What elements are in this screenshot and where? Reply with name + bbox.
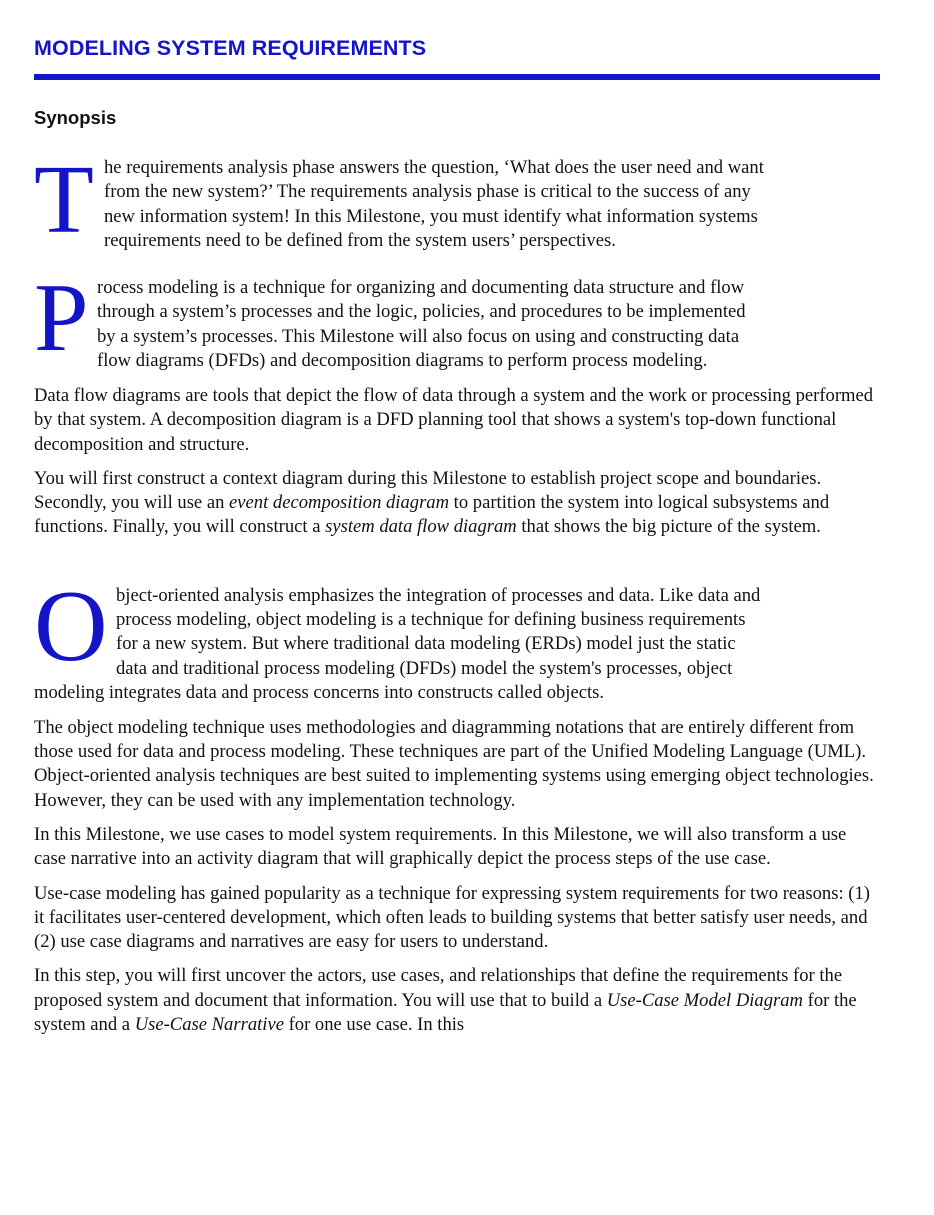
text-line: from the new system?’ The requirements analysis phase is critical to the success of any bbox=[104, 181, 751, 203]
document-title: MODELING SYSTEM REQUIREMENTS bbox=[34, 36, 427, 60]
dropcap-o: O bbox=[34, 569, 108, 683]
dropcap-t: T bbox=[34, 146, 94, 254]
dropcap-p: P bbox=[34, 264, 89, 372]
text-line: flow diagrams (DFDs) and decomposition diagrams to perform process modeling. bbox=[97, 349, 708, 371]
paragraph-use-cases: In this Milestone, we use cases to model system requirements. In this Milestone, we will also transform a use case narrative into an activity diagram that will graphically depict the process steps of the use case. bbox=[34, 823, 847, 870]
synopsis-heading: Synopsis bbox=[34, 107, 117, 128]
text-line: he requirements analysis phase answers the question, ‘What does the user need and want bbox=[104, 157, 764, 178]
paragraph-object-oriented-analysis bbox=[34, 569, 880, 706]
text-line: bject-oriented analysis emphasizes the integration of processes and data. Like data and bbox=[116, 584, 761, 606]
text-line: rocess modeling is a technique for organizing and documenting data structure and flow bbox=[97, 277, 745, 298]
paragraph-this-step: In this step, you will first uncover the actors, use cases, and relationships that define the requirements for the proposed system and document that information. You will use that to build a Use-Case Model Diagram for the system and a Use-Case Narrative for one use case. In this bbox=[34, 965, 857, 1036]
text-line: process modeling, object modeling is a technique for defining business requirements bbox=[116, 609, 746, 631]
paragraph-use-case-modeling: Use-case modeling has gained popularity as a technique for expressing system requirements for two reasons: (1) it facilitates user-centered development, which often leads to building systems that better satisfy user needs, and (2) use case diagrams and narratives are easy for users to understand. bbox=[34, 882, 870, 953]
paragraph-requirements-analysis bbox=[34, 146, 880, 254]
paragraph-data-flow-diagrams: Data flow diagrams are tools that depict the flow of data through a system and the work or processing performed by that system. A decomposition diagram is a DFD planning tool that shows a system's top-down functional decomposition and structure. bbox=[34, 385, 874, 455]
title-underline-rule bbox=[34, 74, 880, 80]
paragraph-object-modeling-technique: The object modeling technique uses methodologies and diagramming notations that are entirely different from those used for data and process modeling. These techniques are part of the Unified Modeling Language (UML). Object-oriented analysis techniques are best suited to implementing systems using emerging object technologies. However, they can be used with any implementation technology. bbox=[34, 716, 874, 811]
document-page bbox=[34, 32, 880, 1037]
text-line: modeling integrates data and process concerns into constructs called objects. bbox=[34, 681, 605, 703]
text-line: through a system’s processes and the logic, policies, and procedures to be implemented bbox=[97, 301, 746, 323]
text-line: new information system! In this Milestone, you must identify what information systems bbox=[104, 205, 758, 227]
paragraph-process-modeling bbox=[34, 264, 880, 374]
text-line: requirements need to be defined from the system users’ perspectives. bbox=[104, 229, 616, 251]
paragraph-context-diagram: You will first construct a context diagram during this Milestone to establish project scope and boundaries. Secondly, you will use an event decomposition diagram to partition the system into logical subsystems and functions. Finally, you will construct a system data flow diagram that shows the big picture of the system. bbox=[34, 467, 830, 538]
text-line: for a new system. But where traditional data modeling (ERDs) model just the static bbox=[116, 633, 736, 655]
text-line: by a system’s processes. This Milestone will also focus on using and constructing data bbox=[97, 325, 740, 347]
text-line: data and traditional process modeling (DFDs) model the system's processes, object bbox=[116, 657, 733, 679]
